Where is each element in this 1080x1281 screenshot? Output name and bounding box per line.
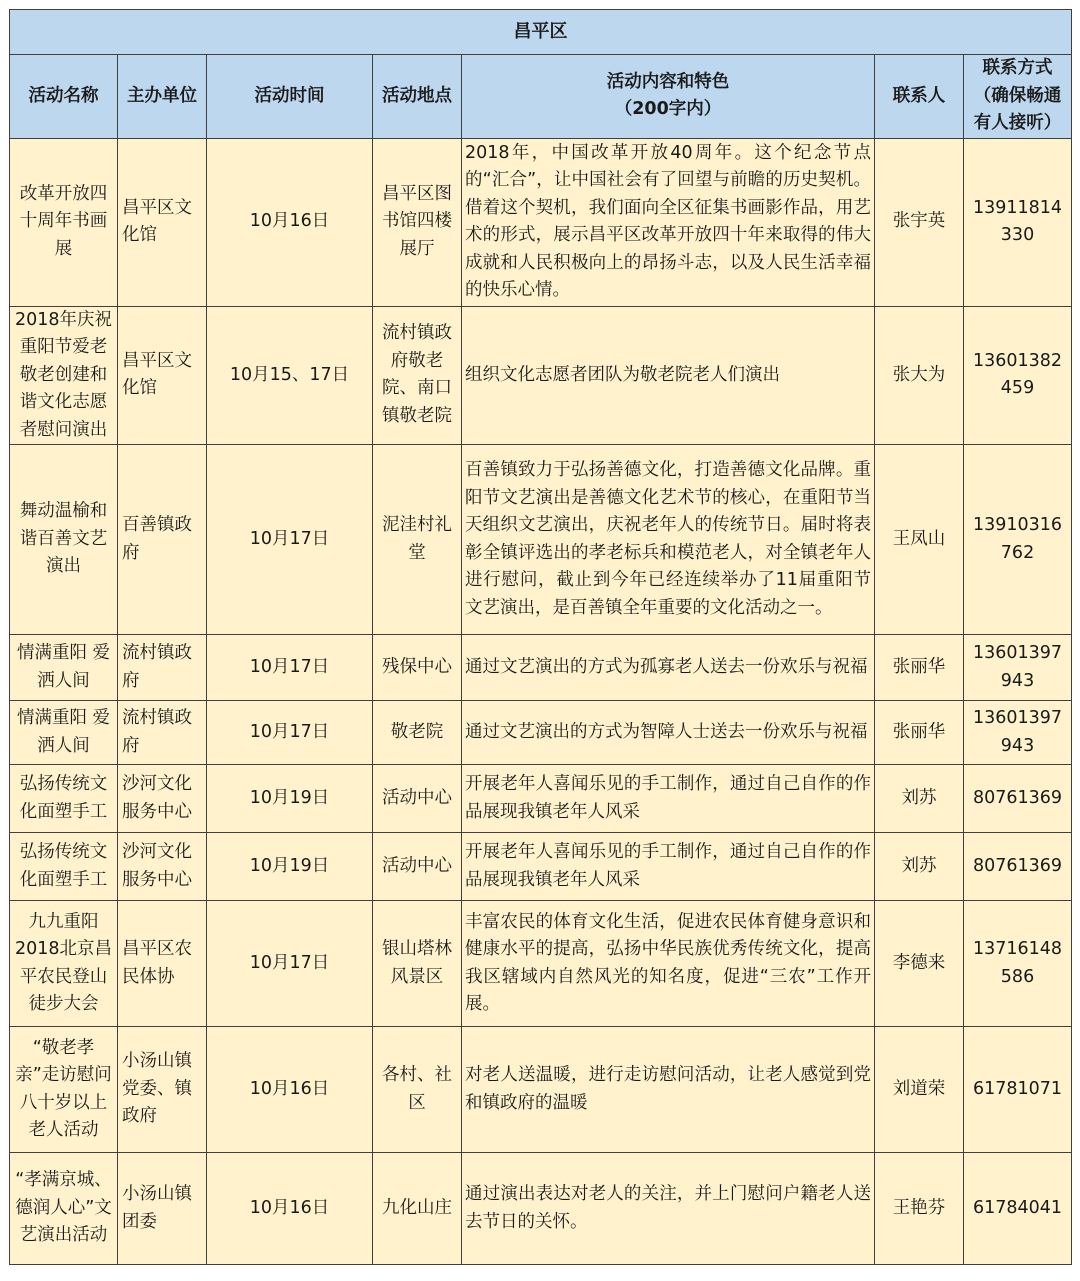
cell-activity-name: 情满重阳 爱洒人间 [10, 635, 118, 701]
cell-organizer: 昌平区农民体协 [118, 901, 207, 1027]
cell-contact-person: 王艳芬 [875, 1153, 964, 1265]
cell-organizer: 小汤山镇团委 [118, 1153, 207, 1265]
cell-contact-person: 张大为 [875, 306, 964, 445]
cell-contact-person: 王凤山 [875, 445, 964, 635]
cell-time: 10月16日 [207, 1027, 373, 1153]
cell-contact-phone: 61781071 [964, 1027, 1072, 1153]
cell-activity-name: 改革开放四十周年书画展 [10, 138, 118, 306]
header-row [10, 55, 1072, 139]
cell-organizer: 流村镇政府 [118, 701, 207, 765]
cell-contact-phone: 13910316762 [964, 445, 1072, 635]
cell-content: 通过文艺演出的方式为智障人士送去一份欢乐与祝福 [462, 701, 875, 765]
cell-activity-name: “孝满京城、德润人心”文艺演出活动 [10, 1153, 118, 1265]
cell-organizer: 小汤山镇党委、镇政府 [118, 1027, 207, 1153]
table-row [10, 1153, 1072, 1265]
cell-activity-name: 2018年庆祝重阳节爱老敬老创建和谐文化志愿者慰问演出 [10, 306, 118, 445]
cell-activity-name: 舞动温榆和谐百善文艺演出 [10, 445, 118, 635]
header-contact-person: 联系人 [875, 55, 964, 139]
cell-location: 流村镇政府敬老院、南口镇敬老院 [373, 306, 462, 445]
cell-location: 活动中心 [373, 833, 462, 901]
cell-contact-person: 刘苏 [875, 765, 964, 833]
cell-time: 10月19日 [207, 833, 373, 901]
cell-time: 10月17日 [207, 901, 373, 1027]
cell-content: 丰富农民的体育文化生活，促进农民体育健身意识和健康水平的提高，弘扬中华民族优秀传统文化，提高我区辖域内自然风光的知名度，促进“三农”工作开展。 [462, 901, 875, 1027]
table-row [10, 765, 1072, 833]
cell-content: 开展老年人喜闻乐见的手工制作，通过自己自作的作品展现我镇老年人风采 [462, 833, 875, 901]
cell-contact-person: 刘苏 [875, 833, 964, 901]
activity-table [9, 9, 1072, 1265]
cell-organizer: 百善镇政府 [118, 445, 207, 635]
cell-organizer: 沙河文化服务中心 [118, 833, 207, 901]
cell-location: 九化山庄 [373, 1153, 462, 1265]
table-title-row [10, 10, 1072, 55]
cell-content: 开展老年人喜闻乐见的手工制作，通过自己自作的作品展现我镇老年人风采 [462, 765, 875, 833]
cell-contact-person: 张丽华 [875, 635, 964, 701]
table-row [10, 833, 1072, 901]
cell-contact-phone: 80761369 [964, 833, 1072, 901]
table-row [10, 445, 1072, 635]
cell-contact-person: 刘道荣 [875, 1027, 964, 1153]
cell-time: 10月19日 [207, 765, 373, 833]
cell-time: 10月15、17日 [207, 306, 373, 445]
cell-contact-person: 张宇英 [875, 138, 964, 306]
cell-organizer: 昌平区文化馆 [118, 306, 207, 445]
activity-table-container [9, 9, 1071, 1265]
cell-activity-name: 弘扬传统文化面塑手工 [10, 765, 118, 833]
cell-time: 10月16日 [207, 1153, 373, 1265]
cell-location: 银山塔林风景区 [373, 901, 462, 1027]
cell-contact-phone: 13716148586 [964, 901, 1072, 1027]
cell-location: 活动中心 [373, 765, 462, 833]
header-time: 活动时间 [207, 55, 373, 139]
cell-activity-name: 九九重阳2018北京昌平农民登山徒步大会 [10, 901, 118, 1027]
cell-location: 残保中心 [373, 635, 462, 701]
cell-content: 通过演出表达对老人的关注，并上门慰问户籍老人送去节日的关怀。 [462, 1153, 875, 1265]
cell-organizer: 沙河文化服务中心 [118, 765, 207, 833]
header-organizer: 主办单位 [118, 55, 207, 139]
cell-contact-phone: 13911814330 [964, 138, 1072, 306]
table-row [10, 701, 1072, 765]
header-activity-name: 活动名称 [10, 55, 118, 139]
header-content: 活动内容和特色 （200字内） [462, 55, 875, 139]
cell-contact-phone: 13601397943 [964, 635, 1072, 701]
cell-location: 各村、社区 [373, 1027, 462, 1153]
cell-contact-phone: 61784041 [964, 1153, 1072, 1265]
header-location: 活动地点 [373, 55, 462, 139]
cell-content: 百善镇致力于弘扬善德文化，打造善德文化品牌。重阳节文艺演出是善德文化艺术节的核心，在重阳节当天组织文艺演出，庆祝老年人的传统节日。届时将表彰全镇评选出的孝老标兵和模范老人，对全镇老年人进行慰问，截止到今年已经连续举办了11届重阳节文艺演出，是百善镇全年重要的文化活动之一。 [462, 445, 875, 635]
cell-contact-phone: 80761369 [964, 765, 1072, 833]
cell-location: 泥洼村礼堂 [373, 445, 462, 635]
cell-time: 10月17日 [207, 635, 373, 701]
table-row [10, 138, 1072, 306]
cell-contact-phone: 13601382459 [964, 306, 1072, 445]
header-contact-phone: 联系方式 （确保畅通 有人接听） [964, 55, 1072, 139]
table-row [10, 306, 1072, 445]
table-row [10, 635, 1072, 701]
table-row [10, 1027, 1072, 1153]
cell-activity-name: “敬老孝亲”走访慰问八十岁以上老人活动 [10, 1027, 118, 1153]
cell-contact-person: 张丽华 [875, 701, 964, 765]
table-title: 昌平区 [10, 10, 1072, 55]
cell-organizer: 昌平区文化馆 [118, 138, 207, 306]
cell-time: 10月17日 [207, 445, 373, 635]
cell-content: 组织文化志愿者团队为敬老院老人们演出 [462, 306, 875, 445]
cell-content: 对老人送温暖，进行走访慰问活动，让老人感觉到党和镇政府的温暖 [462, 1027, 875, 1153]
cell-organizer: 流村镇政府 [118, 635, 207, 701]
cell-location: 敬老院 [373, 701, 462, 765]
cell-activity-name: 情满重阳 爱洒人间 [10, 701, 118, 765]
cell-contact-phone: 13601397943 [964, 701, 1072, 765]
cell-activity-name: 弘扬传统文化面塑手工 [10, 833, 118, 901]
cell-contact-person: 李德来 [875, 901, 964, 1027]
cell-location: 昌平区图书馆四楼展厅 [373, 138, 462, 306]
cell-content: 通过文艺演出的方式为孤寡老人送去一份欢乐与祝福 [462, 635, 875, 701]
cell-time: 10月17日 [207, 701, 373, 765]
cell-time: 10月16日 [207, 138, 373, 306]
table-row [10, 901, 1072, 1027]
cell-content: 2018年，中国改革开放40周年。这个纪念节点的“汇合”，让中国社会有了回望与前瞻的历史契机。借着这个契机，我们面向全区征集书画影作品，用艺术的形式，展示昌平区改革开放四十年来取得的伟大成就和人民积极向上的昂扬斗志，以及人民生活幸福的快乐心情。 [462, 138, 875, 306]
